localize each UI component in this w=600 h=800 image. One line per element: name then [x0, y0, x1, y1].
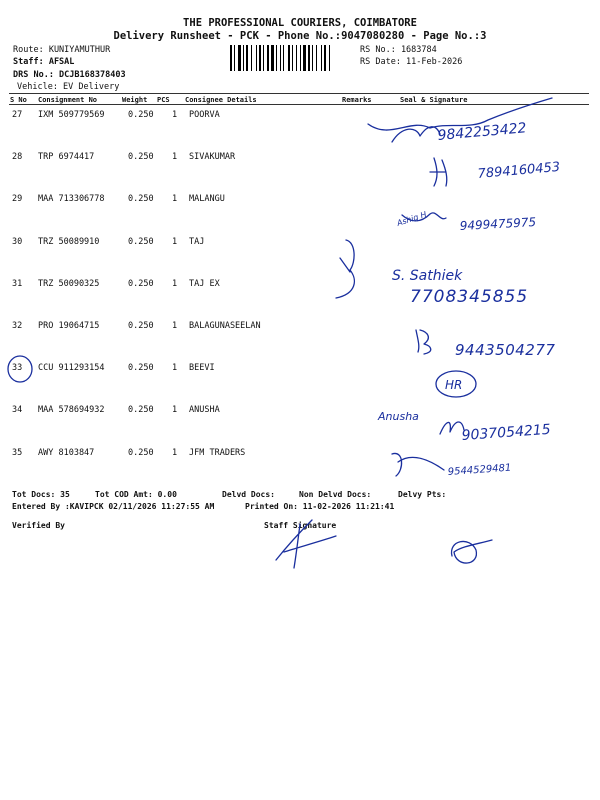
- table-row: [0, 363, 600, 377]
- row-consignee: MALANGU: [189, 194, 225, 204]
- barcode-bar: [263, 45, 264, 71]
- handwritten-name-r34: Anusha: [378, 410, 419, 423]
- barcode-bar: [251, 45, 252, 71]
- table-row: [0, 152, 600, 166]
- row-consignment: MAA 713306778: [38, 194, 105, 204]
- verified-signature-scribble: [452, 540, 492, 563]
- col-consignee: Consignee Details: [185, 96, 257, 104]
- row-sno: 27: [12, 110, 23, 120]
- table-row: [0, 448, 600, 462]
- printed-on: Printed On: 11-02-2026 11:21:41: [245, 502, 395, 511]
- row-sno: 34: [12, 405, 23, 415]
- row-weight: 0.250: [128, 194, 154, 204]
- vehicle-label: Vehicle: EV Delivery: [17, 82, 120, 92]
- drs-label: DRS No.: DCJB168378403: [13, 70, 126, 80]
- handwritten-phone-r34: 9037054215: [461, 421, 552, 444]
- row-weight: 0.250: [128, 448, 154, 458]
- row-sno: 33: [12, 363, 23, 373]
- verified-by: Verified By: [12, 521, 65, 530]
- non-delvd-docs: Non Delvd Docs:: [299, 490, 372, 499]
- row-consignment: MAA 578694932: [38, 405, 105, 415]
- handwritten-phone-r32: 9443504277: [455, 341, 556, 359]
- barcode-bar: [276, 45, 277, 71]
- row-consignment: CCU 911293154: [38, 363, 105, 373]
- row-consignee: SIVAKUMAR: [189, 152, 236, 162]
- handwritten-name-r31: S. Sathiek: [392, 268, 463, 284]
- handwritten-name-r29: Ashiq H: [395, 209, 428, 228]
- row-consignee: TAJ EX: [189, 279, 220, 289]
- row-consignee: TAJ: [189, 237, 205, 247]
- col-consignment: Consignment No: [38, 96, 98, 104]
- header-top-rule: [9, 93, 589, 94]
- row-consignment: PRO 19064715: [38, 321, 100, 331]
- row-sno: 28: [12, 152, 23, 162]
- barcode-bar: [271, 45, 274, 71]
- signature-scribble: [402, 213, 446, 221]
- row-sno: 31: [12, 279, 23, 289]
- handwritten-phone-r31: 7708345855: [410, 287, 529, 307]
- table-row: [0, 194, 600, 208]
- row-sno: 32: [12, 321, 23, 331]
- signature-scribble: [392, 127, 440, 142]
- table-row: [0, 237, 600, 251]
- header-bottom-rule: [9, 104, 589, 105]
- row-pcs: 1: [172, 363, 178, 373]
- row-consignee: JFM TRADERS: [189, 448, 246, 458]
- row-consignment: AWY 8103847: [38, 448, 95, 458]
- row-consignment: TRZ 50090325: [38, 279, 100, 289]
- col-sno: S No: [10, 96, 27, 104]
- row-consignee: POORVA: [189, 110, 220, 120]
- barcode-bar: [300, 45, 301, 71]
- barcode-bar: [259, 45, 261, 71]
- barcode-bar: [324, 45, 326, 71]
- row-consignee: BEEVI: [189, 363, 215, 373]
- row-consignment: TRP 6974417: [38, 152, 95, 162]
- route-label: Route: KUNIYAMUTHUR: [13, 45, 111, 55]
- row-pcs: 1: [172, 321, 178, 331]
- handwritten-initials-r33: HR: [445, 378, 463, 392]
- barcode-bar: [312, 45, 313, 71]
- handwritten-phone-r35: 9544529481: [447, 462, 512, 478]
- barcode-bar: [256, 45, 257, 71]
- staff-signature-label: Staff Signature: [264, 521, 337, 530]
- table-row: [0, 110, 600, 124]
- company-title: THE PROFESSIONAL COURIERS, COIMBATORE: [183, 17, 417, 29]
- tot-cod-amt: Tot COD Amt: 0.00: [95, 490, 177, 499]
- row-weight: 0.250: [128, 152, 154, 162]
- table-row: [0, 321, 600, 335]
- col-signature: Seal & Signature: [400, 96, 468, 104]
- barcode-bar: [246, 45, 248, 71]
- row-pcs: 1: [172, 405, 178, 415]
- row-weight: 0.250: [128, 321, 154, 331]
- row-consignment: IXM 509779569: [38, 110, 105, 120]
- col-remarks: Remarks: [342, 96, 372, 104]
- barcode-bar: [238, 45, 241, 71]
- col-pcs: PCS: [157, 96, 170, 104]
- barcode-bar: [316, 45, 317, 71]
- row-sno: 35: [12, 448, 23, 458]
- barcode-bar: [308, 45, 310, 71]
- barcode-bar: [234, 45, 235, 71]
- row-pcs: 1: [172, 110, 178, 120]
- row-weight: 0.250: [128, 405, 154, 415]
- rs-date-label: RS Date: 11-Feb-2026: [360, 57, 463, 67]
- row-consignee: BALAGUNASEELAN: [189, 321, 261, 331]
- barcode-bar: [288, 45, 290, 71]
- row-weight: 0.250: [128, 279, 154, 289]
- row-sno: 29: [12, 194, 23, 204]
- row-consignment: TRZ 50089910: [38, 237, 100, 247]
- barcode-bar: [329, 45, 330, 71]
- col-weight: Weight: [122, 96, 148, 104]
- barcode-bar: [296, 45, 297, 71]
- handwritten-phone-r27: 9842253422: [436, 120, 528, 144]
- table-row: [0, 279, 600, 293]
- row-pcs: 1: [172, 194, 178, 204]
- row-pcs: 1: [172, 448, 178, 458]
- runsheet-subtitle: Delivery Runsheet - PCK - Phone No.:9047080280 - Page No.:3: [113, 30, 487, 42]
- row-pcs: 1: [172, 279, 178, 289]
- row-weight: 0.250: [128, 363, 154, 373]
- table-row: [0, 405, 600, 419]
- barcode-bar: [230, 45, 232, 71]
- staff-label: Staff: AFSAL: [13, 57, 75, 67]
- barcode-bar: [267, 45, 269, 71]
- barcode-bar: [321, 45, 322, 71]
- handwritten-phone-r29: 9499475975: [459, 215, 537, 233]
- delvd-docs: Delvd Docs:: [222, 490, 275, 499]
- handwritten-phone-r28: 7894160453: [477, 159, 561, 182]
- delvy-pts: Delvy Pts:: [398, 490, 447, 499]
- row-consignee: ANUSHA: [189, 405, 220, 415]
- signature-scribble: [440, 422, 464, 434]
- entered-by: Entered By :KAVIPCK 02/11/2026 11:27:55 AM: [12, 502, 215, 511]
- barcode-bar: [303, 45, 306, 71]
- row-weight: 0.250: [128, 110, 154, 120]
- row-pcs: 1: [172, 152, 178, 162]
- barcode-bar: [292, 45, 293, 71]
- row-sno: 30: [12, 237, 23, 247]
- row-pcs: 1: [172, 237, 178, 247]
- row-weight: 0.250: [128, 237, 154, 247]
- barcode-bar: [283, 45, 284, 71]
- tot-docs: Tot Docs: 35: [12, 490, 70, 499]
- rs-no-label: RS No.: 1683784: [360, 45, 437, 55]
- barcode-bar: [243, 45, 244, 71]
- barcode: [230, 45, 356, 71]
- barcode-bar: [280, 45, 281, 71]
